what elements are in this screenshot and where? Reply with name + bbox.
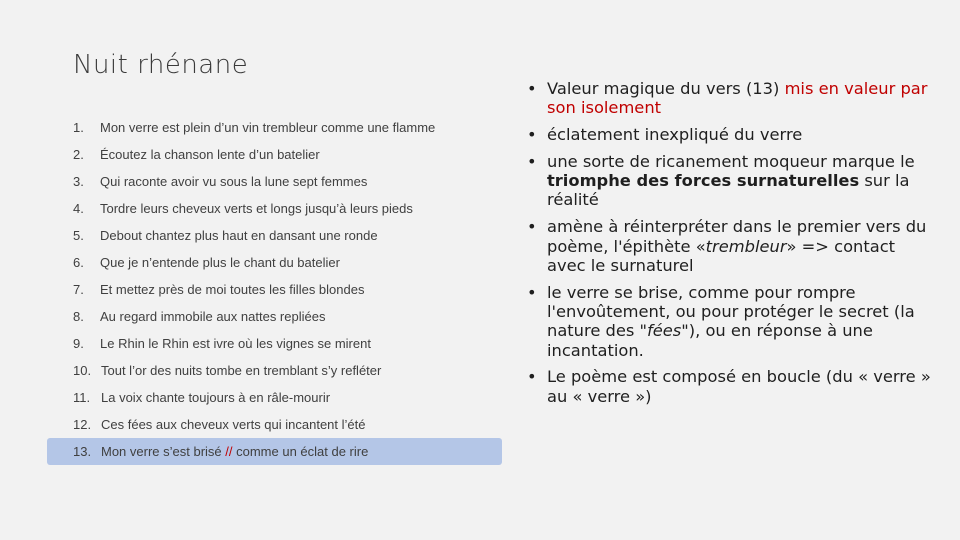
line-number: 8. — [73, 309, 84, 324]
line-text: Tordre leurs cheveux verts et longs jusqu’à leurs pieds — [100, 201, 413, 216]
line-number: 10. — [73, 363, 92, 378]
analysis-text: "), ou en réponse à une incantation. — [547, 321, 873, 360]
poem-line — [47, 222, 502, 249]
line-text: Écoutez la chanson lente d’un batelier — [100, 147, 320, 162]
analysis-item — [527, 125, 937, 144]
line-number: 3. — [73, 174, 84, 189]
poem-line — [47, 249, 502, 276]
line-number: 4. — [73, 201, 84, 216]
caesura-mark: // — [225, 444, 233, 459]
analysis-text: » => contact avec le surnaturel — [547, 236, 896, 275]
bullet-mark: • — [527, 367, 537, 387]
analysis-item — [527, 283, 937, 360]
slide-title: Nuit rhénane — [73, 50, 249, 80]
analysis-text: éclatement inexpliqué du verre — [547, 125, 803, 145]
line-text: Au regard immobile aux nattes repliées — [100, 309, 326, 324]
analysis-text: Valeur magique du vers (13) — [547, 79, 785, 98]
bullet-mark: • — [527, 151, 537, 171]
line-text: La voix chante toujours à en râle-mourir — [101, 390, 331, 405]
line-number: 6. — [73, 255, 84, 270]
bullet-mark: • — [527, 125, 537, 145]
line-text: Que je n’entende plus le chant du batelier — [100, 255, 340, 270]
analysis-item — [527, 367, 937, 406]
analysis-italic: fées — [647, 321, 682, 341]
line-text-before: Mon verre s’est brisé — [101, 444, 226, 459]
poem-line-highlighted — [47, 438, 502, 465]
poem-line — [47, 168, 502, 195]
poem-line — [47, 303, 502, 330]
analysis-text: une sorte de ricanement moqueur marque le — [547, 151, 915, 171]
line-text: Mon verre est plein d’un vin trembleur comme une flamme — [100, 120, 436, 135]
analysis-highlight: mis en valeur par son isolement — [547, 79, 928, 118]
analysis-italic: trembleur — [705, 236, 787, 256]
analysis-text: le verre se brise, comme pour rompre l'envoûtement, ou pour protéger le secret (la nature des " — [547, 282, 915, 341]
line-number: 9. — [73, 336, 84, 351]
analysis-text: Le poème est composé en boucle (du « verre » au « verre ») — [547, 367, 931, 406]
analysis-text: amène à réinterpréter dans le premier vers du poème, l'épithète « — [547, 217, 927, 256]
line-number: 13. — [73, 444, 92, 459]
poem-line — [47, 357, 502, 384]
line-text: Et mettez près de moi toutes les filles blondes — [100, 282, 365, 297]
poem-line — [47, 411, 502, 438]
analysis-item — [527, 217, 937, 275]
poem-list — [47, 114, 502, 465]
line-number: 12. — [73, 417, 92, 432]
poem-line — [47, 384, 502, 411]
poem-line — [47, 276, 502, 303]
line-number: 2. — [73, 147, 84, 162]
poem-line — [47, 195, 502, 222]
analysis-text: sur la réalité — [547, 171, 910, 210]
bullet-mark: • — [527, 282, 537, 302]
bullet-mark: • — [527, 79, 537, 98]
poem-line — [47, 114, 502, 141]
analysis-item — [527, 152, 937, 210]
analysis-bold: triomphe des forces surnaturelles — [547, 171, 860, 191]
line-number: 1. — [73, 120, 84, 135]
line-text: Tout l’or des nuits tombe en tremblant s’y refléter — [101, 363, 382, 378]
poem-line — [47, 141, 502, 168]
poem-line — [47, 330, 502, 357]
line-text: Le Rhin le Rhin est ivre où les vignes se mirent — [100, 336, 371, 351]
line-text-after: comme un éclat de rire — [232, 444, 369, 459]
bullet-mark: • — [527, 217, 537, 237]
line-number: 5. — [73, 228, 84, 243]
line-number: 11. — [73, 390, 91, 405]
line-number: 7. — [73, 282, 84, 297]
analysis-list — [527, 79, 937, 413]
line-text: Qui raconte avoir vu sous la lune sept femmes — [100, 174, 368, 189]
line-text: Ces fées aux cheveux verts qui incantent l’été — [101, 417, 366, 432]
analysis-item — [527, 79, 937, 118]
line-text: Debout chantez plus haut en dansant une ronde — [100, 228, 378, 243]
